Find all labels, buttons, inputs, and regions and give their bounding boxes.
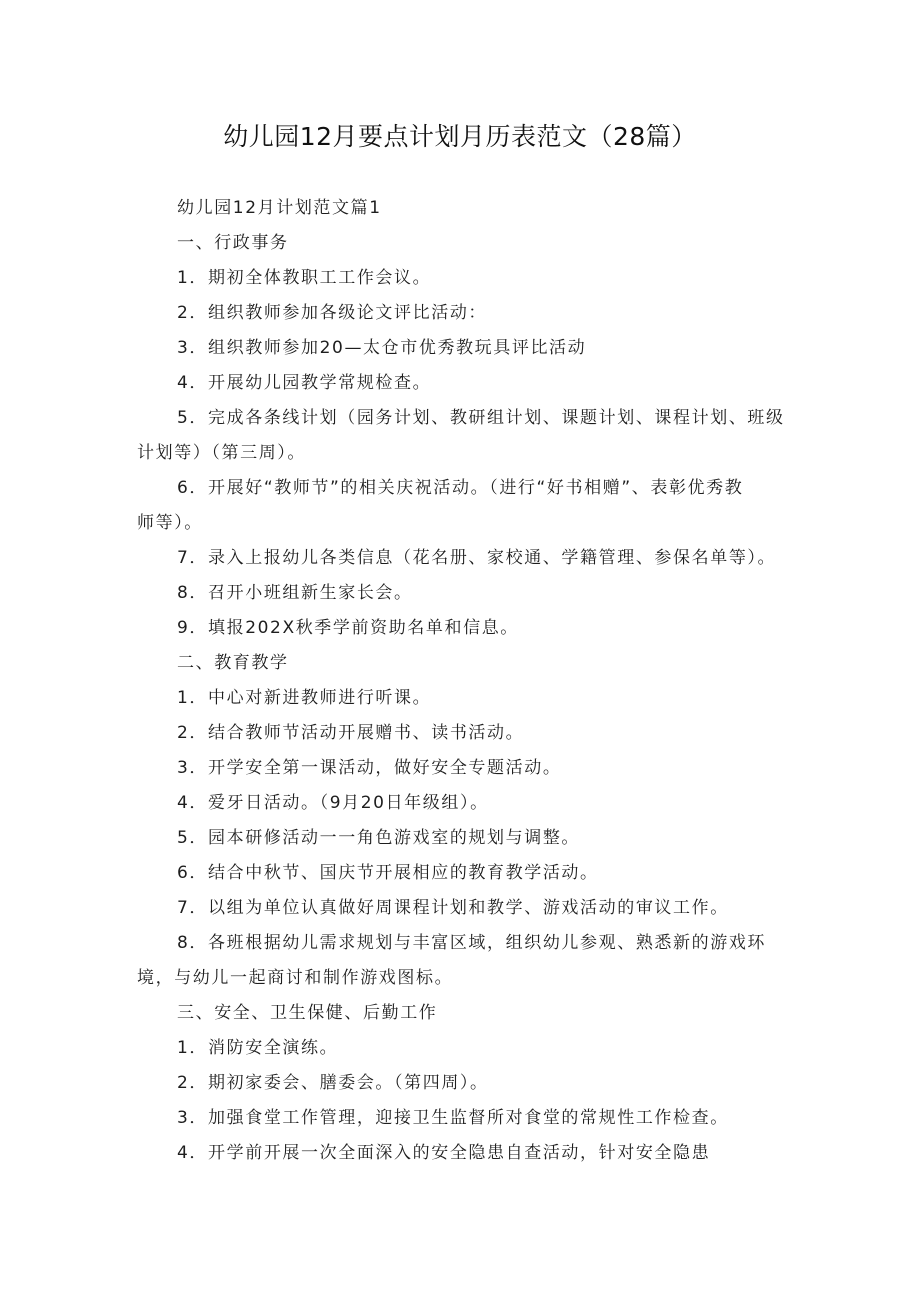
section-heading-teaching: 二、教育教学 [177,653,289,673]
list-item: 3．组织教师参加20—太仓市优秀教玩具评比活动 [177,338,587,358]
list-item: 5．园本研修活动一一角色游戏室的规划与调整。 [177,828,581,848]
list-item-continuation: 计划等）（第三周）。 [137,443,306,463]
section-heading-safety: 三、安全、卫生保健、后勤工作 [177,1003,438,1023]
list-item: 1．期初全体教职工工作会议。 [177,268,432,288]
list-item: 4．开展幼儿园教学常规检查。 [177,373,432,393]
list-item: 7．以组为单位认真做好周课程计划和教学、游戏活动的审议工作。 [177,898,729,918]
list-item: 3．开学安全第一课活动，做好安全专题活动。 [177,758,562,778]
list-item: 6．结合中秋节、国庆节开展相应的教育教学活动。 [177,863,599,883]
list-item: 1．中心对新进教师进行听课。 [177,688,432,708]
list-item: 5．完成各条线计划（园务计划、教研组计划、课题计划、课程计划、班级 [177,408,785,428]
section-heading-admin: 一、行政事务 [177,233,289,253]
list-item: 1．消防安全演练。 [177,1038,339,1058]
list-item: 6．开展好“教师节”的相关庆祝活动。（进行“好书相赠”、表彰优秀教 [177,478,744,498]
list-item: 8．各班根据幼儿需求规划与丰富区域，组织幼儿参观、熟悉新的游戏环 [177,933,767,953]
list-item-continuation: 师等）。 [137,513,203,533]
article-heading: 幼儿园12月计划范文篇1 [177,198,382,218]
list-item-continuation: 境，与幼儿一起商讨和制作游戏图标。 [137,968,454,988]
list-item: 4．爱牙日活动。（9月20日年级组）。 [177,793,489,813]
list-item: 2．结合教师节活动开展赠书、读书活动。 [177,723,525,743]
list-item: 7．录入上报幼儿各类信息（花名册、家校通、学籍管理、参保名单等）。 [177,548,777,568]
list-item: 4．开学前开展一次全面深入的安全隐患自查活动，针对安全隐患 [177,1143,711,1163]
list-item: 2．期初家委会、膳委会。（第四周）。 [177,1073,489,1093]
list-item: 9．填报202X秋季学前资助名单和信息。 [177,618,519,638]
list-item: 3．加强食堂工作管理，迎接卫生监督所对食堂的常规性工作检查。 [177,1108,729,1128]
list-item: 2．组织教师参加各级论文评比活动： [177,303,488,323]
list-item: 8．召开小班组新生家长会。 [177,583,413,603]
document-title: 幼儿园12月要点计划月历表范文（28篇） [223,122,697,151]
